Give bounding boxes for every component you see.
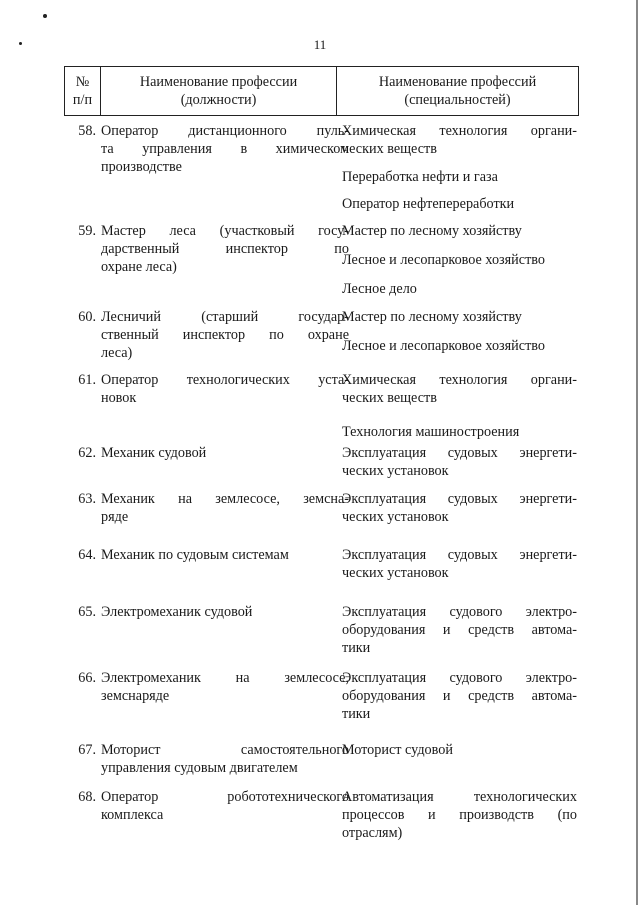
profession-cell	[101, 741, 349, 777]
header-specialty-line2: (специальностей)	[404, 92, 511, 108]
profession-line: Лесничий (старший государ-	[101, 309, 349, 325]
specialty-line: Химическая технология органи-	[342, 372, 577, 388]
profession-line: ственный инспектор по охране	[101, 327, 349, 343]
specialty-line: тики	[342, 706, 371, 722]
specialty-item	[342, 371, 577, 407]
profession-line: та управления в химическом	[101, 141, 349, 157]
profession-cell	[101, 308, 349, 362]
profession-line: Моторист самостоятельного	[101, 742, 349, 758]
profession-line: Механик судовой	[101, 445, 207, 461]
specialty-line: Мастер по лесному хозяйству	[342, 223, 522, 239]
specialty-line: Технология машиностроения	[342, 424, 520, 440]
profession-line: Механик на землесосе, земсна-	[101, 491, 349, 507]
profession-line: Электромеханик судовой	[101, 604, 253, 620]
specialty-line: оборудования и средств автома-	[342, 688, 577, 704]
row-number: 67.	[78, 742, 96, 758]
profession-line: Оператор дистанционного пуль-	[101, 123, 349, 139]
specialty-line: отраслям)	[342, 825, 403, 841]
specialty-item	[342, 546, 577, 582]
specialty-item	[342, 308, 577, 326]
profession-line: производстве	[101, 159, 182, 175]
specialty-line: Эксплуатация судовых энергети-	[342, 547, 577, 563]
specialty-item	[342, 788, 577, 842]
specialty-item	[342, 490, 577, 526]
profession-line: земснаряде	[101, 688, 170, 704]
profession-line: Оператор робототехнического	[101, 789, 349, 805]
specialty-line: Эксплуатация судового электро-	[342, 670, 577, 686]
page-number: 11	[313, 37, 327, 52]
header-specialty-line1: Наименование профессий	[378, 74, 537, 90]
row-number: 66.	[78, 670, 96, 686]
specialty-line: Химическая технология органи-	[342, 123, 577, 139]
profession-cell	[101, 669, 349, 705]
row-number: 65.	[78, 604, 96, 620]
specialty-item	[342, 195, 577, 213]
profession-line: новок	[101, 390, 137, 406]
specialty-line: ческих веществ	[342, 141, 437, 157]
specialty-line: Эксплуатация судовых энергети-	[342, 445, 577, 461]
row-number: 62.	[78, 445, 96, 461]
row-number: 68.	[78, 789, 96, 805]
row-number: 61.	[78, 372, 96, 388]
profession-line: Механик по судовым системам	[101, 547, 289, 563]
specialty-line: ческих установок	[342, 509, 449, 525]
profession-line: Электромеханик на землесосе,	[101, 670, 349, 686]
profession-cell	[101, 603, 349, 621]
profession-cell	[101, 371, 349, 407]
specialty-item	[342, 741, 577, 759]
row-number: 64.	[78, 547, 96, 563]
table-header	[64, 66, 579, 116]
specialty-line: Лесное и лесопарковое хозяйство	[342, 338, 545, 354]
header-specialty-cell	[337, 67, 578, 115]
scan-speck	[43, 14, 47, 18]
header-profession-line2: (должности)	[180, 92, 257, 108]
specialty-line: тики	[342, 640, 371, 656]
header-number-cell	[65, 67, 101, 115]
profession-line: ряде	[101, 509, 129, 525]
specialty-line: Эксплуатация судового электро-	[342, 604, 577, 620]
specialty-item	[342, 444, 577, 480]
specialty-line: ческих веществ	[342, 390, 437, 406]
specialty-line: процессов и производств (по	[342, 807, 577, 823]
specialty-line: Переработка нефти и газа	[342, 169, 498, 185]
row-number: 60.	[78, 309, 96, 325]
specialty-line: Оператор нефтепереработки	[342, 196, 515, 212]
specialty-line: Эксплуатация судовых энергети-	[342, 491, 577, 507]
profession-line: Оператор технологических уста-	[101, 372, 349, 388]
profession-line: Мастер леса (участковый госу-	[101, 223, 349, 239]
header-number-line1: №	[75, 74, 90, 90]
specialty-line: оборудования и средств автома-	[342, 622, 577, 638]
scan-edge	[636, 0, 638, 905]
row-number: 59.	[78, 223, 96, 239]
specialty-item	[342, 251, 577, 269]
header-profession-line1: Наименование профессии	[139, 74, 298, 90]
specialty-line: ческих установок	[342, 565, 449, 581]
specialty-item	[342, 669, 577, 723]
row-number: 63.	[78, 491, 96, 507]
profession-cell	[101, 222, 349, 276]
profession-cell	[101, 788, 349, 824]
profession-line: леса)	[101, 345, 133, 361]
specialty-line: Мастер по лесному хозяйству	[342, 309, 522, 325]
specialty-item	[342, 280, 577, 298]
profession-line: дарственный инспектор по	[101, 241, 349, 257]
profession-cell	[101, 546, 349, 564]
profession-cell	[101, 122, 349, 176]
specialty-item	[342, 222, 577, 240]
specialty-item	[342, 168, 577, 186]
profession-line: охране леса)	[101, 259, 177, 275]
specialty-line: Лесное и лесопарковое хозяйство	[342, 252, 545, 268]
specialty-item	[342, 603, 577, 657]
profession-cell	[101, 444, 349, 462]
specialty-line: Автоматизация технологических	[342, 789, 577, 805]
header-profession-cell	[101, 67, 337, 115]
profession-line: комплекса	[101, 807, 164, 823]
specialty-line: ческих установок	[342, 463, 449, 479]
header-number-line2: п/п	[72, 92, 93, 108]
specialty-item	[342, 122, 577, 158]
specialty-line: Моторист судовой	[342, 742, 453, 758]
row-number: 58.	[78, 123, 96, 139]
profession-line: управления судовым двигателем	[101, 760, 298, 776]
profession-cell	[101, 490, 349, 526]
specialty-item	[342, 337, 577, 355]
specialty-item	[342, 423, 577, 441]
specialty-line: Лесное дело	[342, 281, 417, 297]
